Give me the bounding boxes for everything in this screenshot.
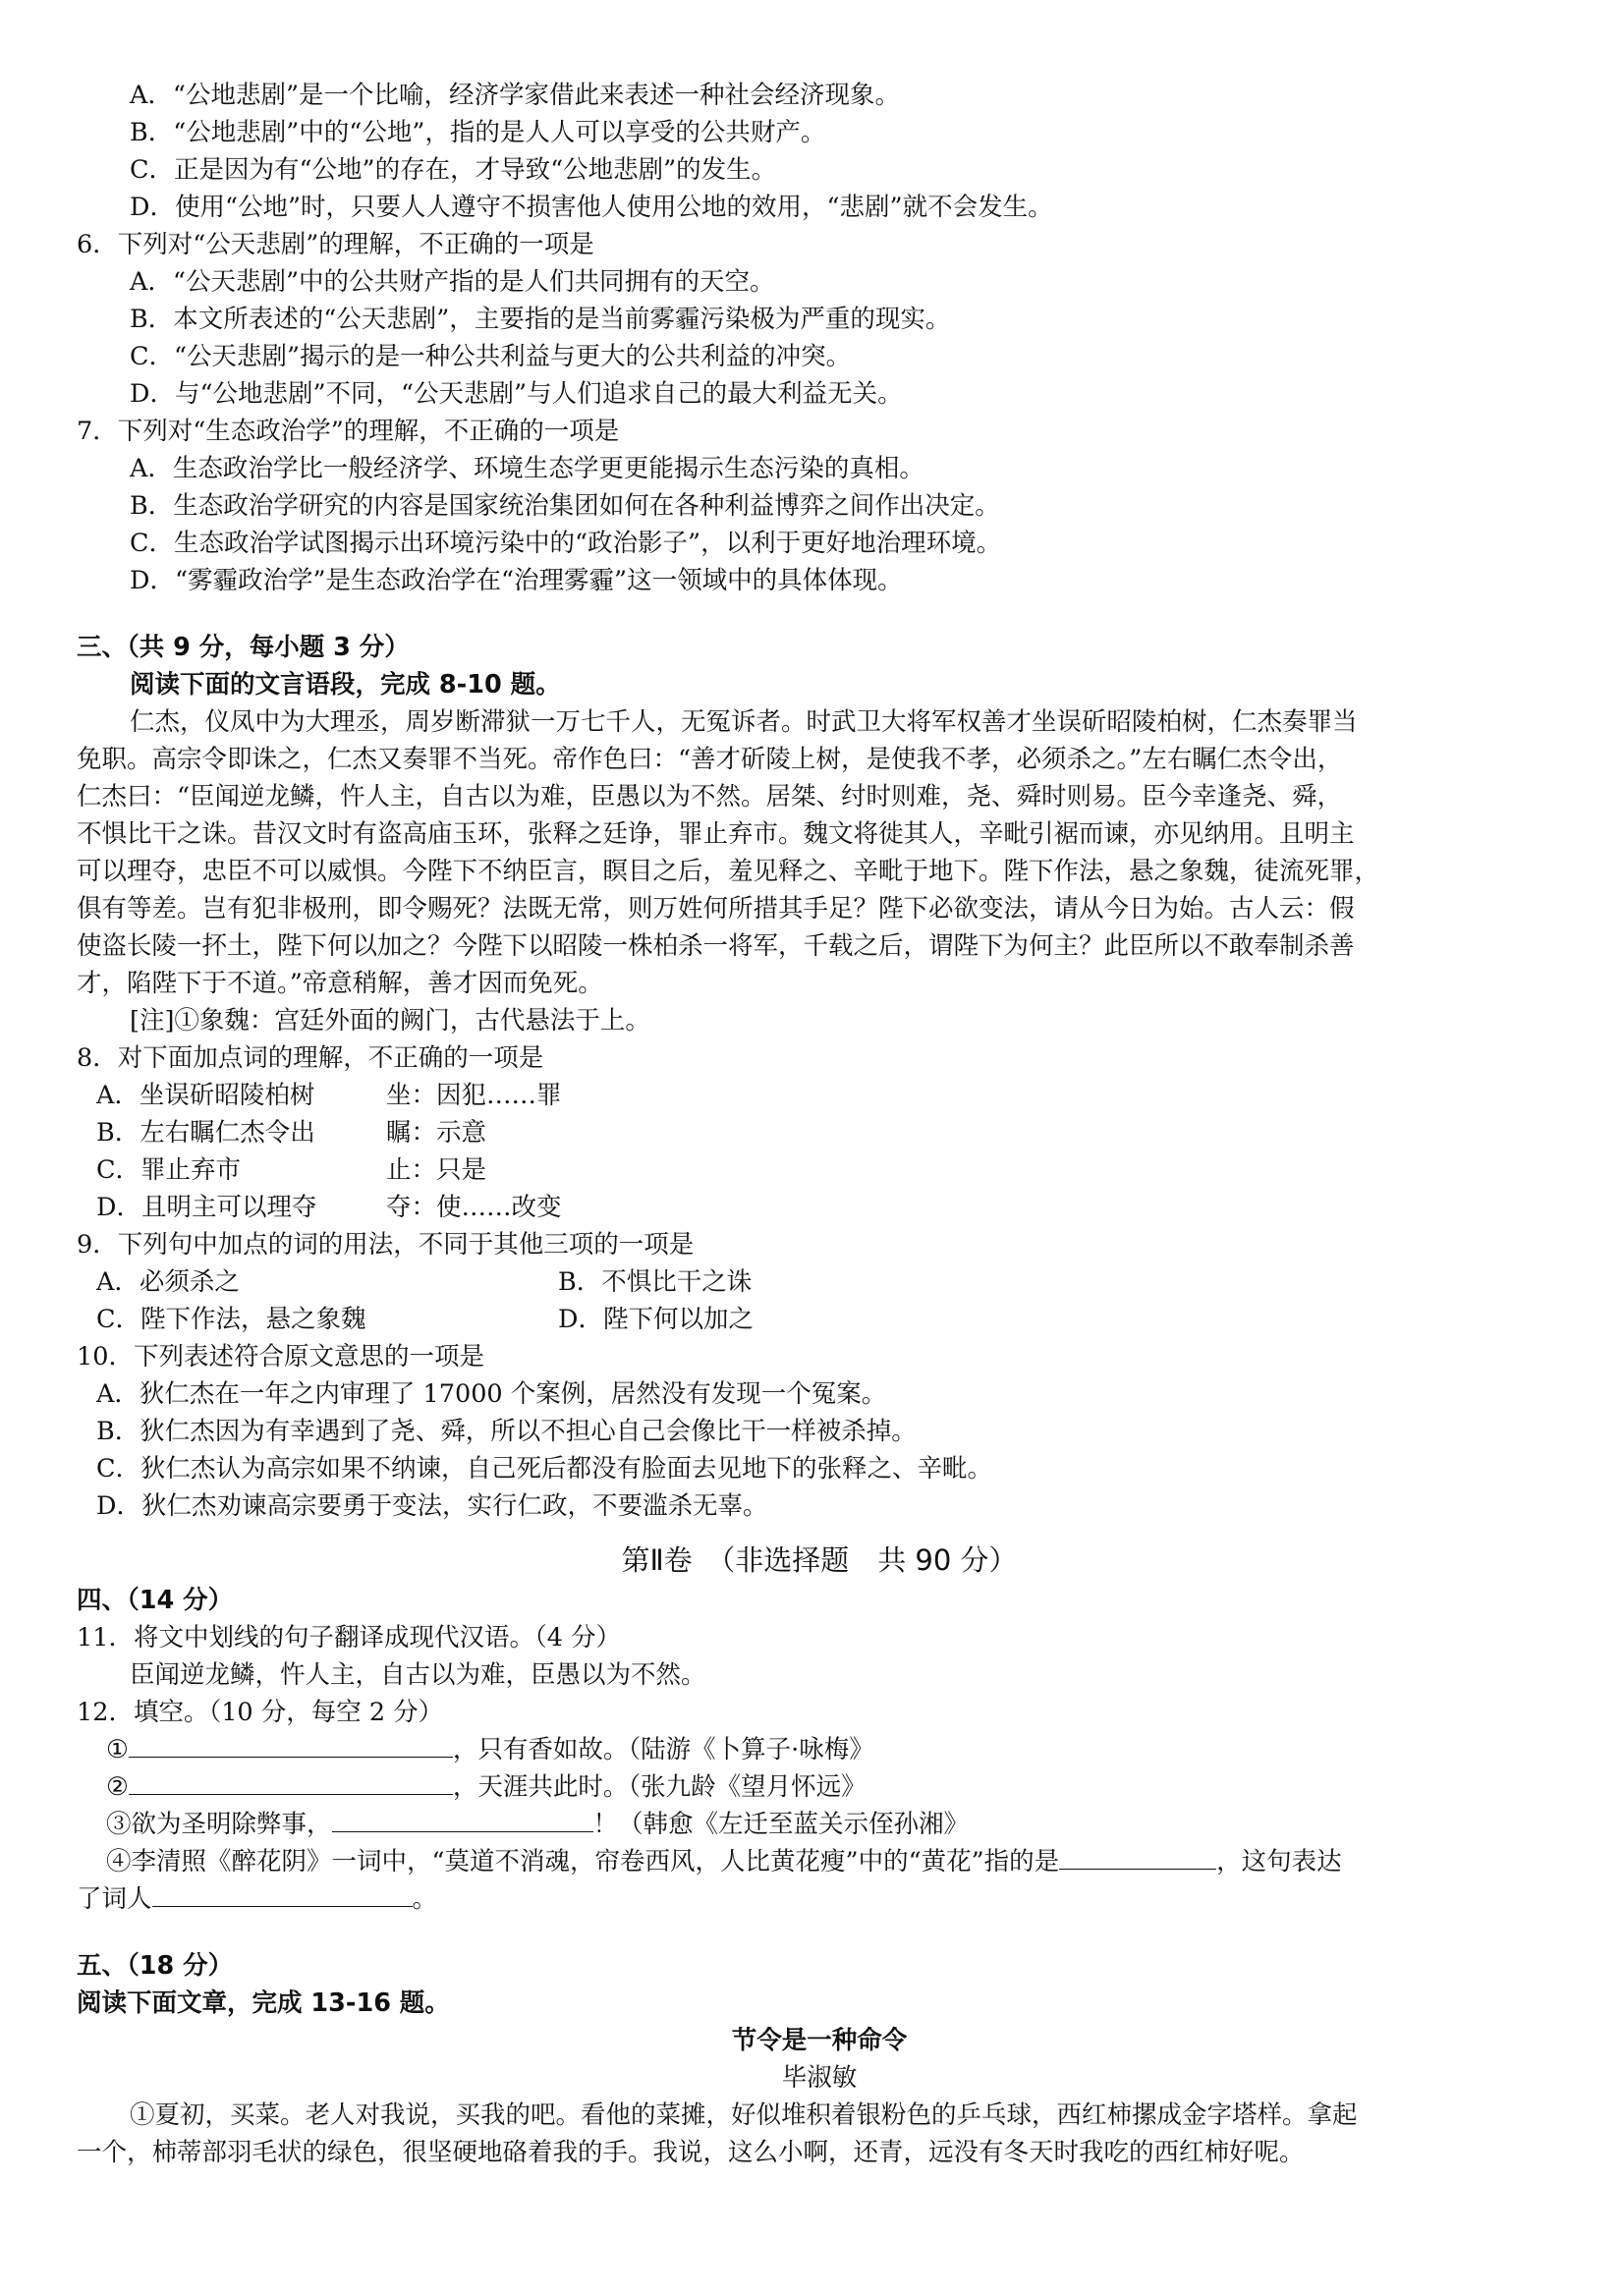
article-author: 毕淑敏 <box>781 2063 858 2093</box>
q8-stem: 8．对下面加点词的理解，不正确的一项是 <box>77 1043 544 1073</box>
q7-stem: 7．下列对“生态政治学”的理解，不正确的一项是 <box>77 417 620 446</box>
q8-option-term: A．坐误斫昭陵柏树 <box>96 1081 315 1110</box>
q8-option-term: C．罪止弃市 <box>96 1155 242 1185</box>
passage-line: 免职。高宗令即诛之，仁杰又奏罪不当死。帝作色曰：“善才斫陵上树，是使我不孝，必须杀之。”左右瞩仁杰令出， <box>77 745 1343 774</box>
q12-blank-2-line <box>77 1768 1562 1806</box>
q7-option-c: C．生态政治学试图揭示出环境污染中的“政治影子”，以利于更好地治理环境。 <box>130 529 1002 558</box>
q9-stem: 9．下列句中加点的词的用法，不同于其他三项的一项是 <box>77 1230 695 1260</box>
q12-blank-3-line <box>77 1806 1562 1843</box>
q10-option-c: C．狄仁杰认为高宗如果不纳谏，自己死后都没有脸面去见地下的张释之、辛毗。 <box>96 1454 993 1484</box>
q8-option-b <box>77 1114 1562 1151</box>
q12-4-part2: ，这句表达 <box>1216 1847 1342 1876</box>
question-9 <box>77 1226 1562 1338</box>
q5-option-b: B．“公地悲剧”中的“公地”，指的是人人可以享受的公共财产。 <box>130 118 826 147</box>
q8-option-a <box>77 1077 1562 1114</box>
passage-line: 才，陷陛下于不道。”帝意稍解，善才因而免死。 <box>77 969 603 998</box>
question-10 <box>77 1338 1562 1525</box>
q5-option-d: D．使用“公地”时，只要人人遵守不损害他人使用公地的效用，“悲剧”就不会发生。 <box>130 193 1053 222</box>
q12-3-suffix: ！（韩愈《左迁至蓝关示侄孙湘》 <box>592 1810 970 1839</box>
q6-stem: 6．下列对“公天悲剧”的理解，不正确的一项是 <box>77 230 594 259</box>
q9-option-a: A．必须杀之 <box>96 1267 240 1297</box>
q8-option-meaning: 止：只是 <box>386 1155 487 1185</box>
classical-passage <box>77 703 1562 1002</box>
q12-blank-4[interactable] <box>1059 1843 1216 1870</box>
article-paragraph-line: 一个，柿蒂部羽毛状的绿色，很坚硬地硌着我的手。我说，这么小啊，还青，远没有冬天时我吃的西红柿好呢。 <box>77 2138 1305 2167</box>
q8-option-term: D．且明主可以理夺 <box>96 1193 317 1222</box>
q12-blank-5[interactable] <box>152 1880 413 1907</box>
q12-4-part4: 。 <box>412 1884 438 1914</box>
q12-2-suffix: ，天涯共此时。（张九龄《望月怀远》 <box>452 1772 867 1802</box>
section-3-instruction: 阅读下面的文言语段，完成 8-10 题。 <box>130 670 561 700</box>
article-paragraph-line: ①夏初，买菜。老人对我说，买我的吧。看他的菜摊，好似堆积着银粉色的乒乓球，西红柿摞成金字塔样。拿起 <box>130 2100 1358 2130</box>
q12-1-suffix: ，只有香如故。（陆游《卜算子·咏梅》 <box>452 1735 874 1764</box>
passage-line: 使盗长陵一抔土，陛下何以加之？今陛下以昭陵一株柏杀一将军，千载之后，谓陛下为何主？此臣所以不敢奉制杀善 <box>77 931 1355 961</box>
q8-option-meaning: 坐：因犯……罪 <box>386 1081 562 1110</box>
q12-blank-4-line <box>77 1843 1562 1880</box>
q9-options-row <box>77 1301 1562 1338</box>
passage-line: 仁杰曰：“臣闻逆龙鳞，忤人主，自古以为难，臣愚以为不然。居桀、纣时则难，尧、舜时则易。臣今幸逢尧、舜， <box>77 782 1343 812</box>
q7-option-d: D．“雾霾政治学”是生态政治学在“治理雾霾”这一领域中的具体体现。 <box>130 566 903 595</box>
passage-line: 俱有等差。岂有犯非极刑，即令赐死？法既无常，则万姓何所措其手足？陛下必欲变法，请从今日为始。古人云：假 <box>77 894 1355 924</box>
section-5 <box>77 1947 1562 2171</box>
q9-option-c: C．陛下作法，悬之象魏 <box>96 1305 366 1334</box>
q12-2-prefix: ② <box>106 1772 129 1802</box>
q12-4-part1: ④李清照《醉花阴》一词中，“莫道不消魂，帘卷西风，人比黄花瘦”中的“黄花”指的是 <box>106 1847 1060 1876</box>
q10-stem: 10．下列表述符合原文意思的一项是 <box>77 1342 484 1372</box>
section-5-instruction: 阅读下面文章，完成 13-16 题。 <box>77 1988 450 2018</box>
q7-option-a: A．生态政治学比一般经济学、环境生态学更更能揭示生态污染的真相。 <box>130 454 924 483</box>
article-title: 节令是一种命令 <box>731 2026 908 2055</box>
q6-option-d: D．与“公地悲剧”不同，“公天悲剧”与人们追求自己的最大利益无关。 <box>130 379 903 409</box>
question-8 <box>77 1039 1562 1226</box>
q12-stem: 12．填空。（10 分，每空 2 分） <box>77 1698 444 1727</box>
q12-4-part3: 了词人 <box>77 1884 152 1914</box>
q10-option-a: A．狄仁杰在一年之内审理了 17000 个案例，居然没有发现一个冤案。 <box>96 1379 887 1409</box>
spacer <box>77 1918 1562 1947</box>
q10-option-b: B．狄仁杰因为有幸遇到了尧、舜，所以不担心自己会像比干一样被杀掉。 <box>96 1417 917 1446</box>
passage-line: 可以理夺，忠臣不可以威惧。今陛下不纳臣言，瞑目之后，羞见释之、辛毗于地下。陛下作法，悬之象魏，徒流死罪， <box>77 857 1380 886</box>
volume-2-title: 第Ⅱ卷 （非选择题 共 90 分） <box>621 1543 1018 1577</box>
section-4-heading: 四、（14 分） <box>77 1586 234 1615</box>
spacer <box>77 599 1562 629</box>
q12-blank-1[interactable] <box>129 1731 453 1758</box>
q12-blank-1-line <box>77 1731 1562 1768</box>
question-7 <box>77 413 1562 599</box>
q5-options <box>77 77 1562 226</box>
q11-stem: 11．将文中划线的句子翻译成现代汉语。（4 分） <box>77 1623 622 1652</box>
q8-option-meaning: 夺：使……改变 <box>386 1193 562 1222</box>
q11-sentence: 臣闻逆龙鳞，忤人主，自古以为难，臣愚以为不然。 <box>130 1660 706 1690</box>
q8-option-d <box>77 1189 1562 1226</box>
q12-1-prefix: ① <box>106 1735 129 1764</box>
q8-option-meaning: 瞩：示意 <box>386 1118 487 1148</box>
q8-option-term: B．左右瞩仁杰令出 <box>96 1118 315 1148</box>
q6-option-b: B．本文所表述的“公天悲剧”，主要指的是当前雾霾污染极为严重的现实。 <box>130 305 951 334</box>
q6-option-a: A．“公天悲剧”中的公共财产指的是人们共同拥有的天空。 <box>130 267 775 297</box>
section-3 <box>77 629 1562 1039</box>
q12-blank-5-line <box>77 1880 1562 1918</box>
q5-option-a: A．“公地悲剧”是一个比喻，经济学家借此来表述一种社会经济现象。 <box>130 81 900 110</box>
q7-option-b: B．生态政治学研究的内容是国家统治集团如何在各种利益博弈之间作出决定。 <box>130 491 1000 521</box>
q12-blank-3[interactable] <box>332 1806 593 1832</box>
q9-option-b: B．不惧比干之诛 <box>558 1267 753 1297</box>
exam-page <box>77 77 1562 2171</box>
passage-line: 仁杰，仪凤中为大理丞，周岁断滞狱一万七千人，无冤诉者。时武卫大将军权善才坐误斫昭陵柏树，仁杰奏罪当 <box>130 707 1358 737</box>
section-4 <box>77 1582 1562 1918</box>
q12-blank-2[interactable] <box>129 1768 453 1795</box>
q12-3-prefix: ③欲为圣明除弊事， <box>106 1810 332 1839</box>
section-3-heading: 三、（共 9 分，每小题 3 分） <box>77 633 410 662</box>
q10-option-d: D．狄仁杰劝谏高宗要勇于变法，实行仁政，不要滥杀无辜。 <box>96 1491 768 1521</box>
section-5-heading: 五、（18 分） <box>77 1951 234 1981</box>
q8-option-c <box>77 1151 1562 1189</box>
question-6 <box>77 226 1562 413</box>
passage-line: 不惧比干之诛。昔汉文时有盗高庙玉环，张释之廷诤，罪止弃市。魏文将徙其人，辛毗引裾而谏，亦见纳用。且明主 <box>77 819 1355 849</box>
q9-option-d: D．陛下何以加之 <box>558 1305 754 1334</box>
spacer <box>77 1525 1562 1539</box>
q6-option-c: C．“公天悲剧”揭示的是一种公共利益与更大的公共利益的冲突。 <box>130 342 852 371</box>
q5-option-c: C．正是因为有“公地”的存在，才导致“公地悲剧”的发生。 <box>130 155 777 185</box>
passage-note: [注]①象魏：宫廷外面的阙门，古代悬法于上。 <box>130 1006 650 1036</box>
q9-options-row <box>77 1263 1562 1301</box>
